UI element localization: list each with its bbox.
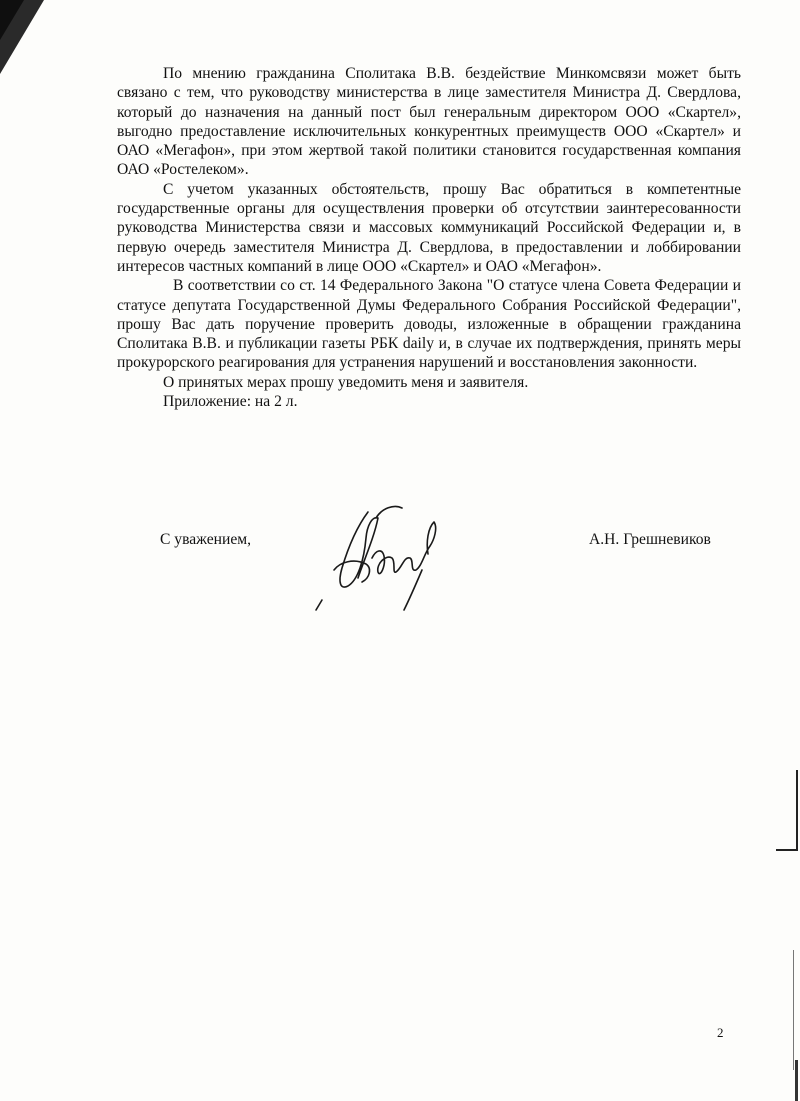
- page-number: 2: [717, 1025, 724, 1040]
- closing-salutation: С уважением,: [160, 531, 252, 548]
- scan-corner-shadow: [0, 0, 24, 40]
- paragraph-ministry-inaction: По мнению гражданина Сполитака В.В. бездействие Минкомсвязи может быть связано с тем, что руководству министерства в лице заместителя Министра Д. Свердлова, который до назначения на данный пост был генеральным директором ООО «Скартел», выгодно предоставление исключительных конкурентных преимуществ ООО «Скартел» и ОАО «Мегафон», при этом жертвой такой политики становится государственная компания ОАО «Ростелеком».: [117, 65, 741, 179]
- attachment-note: Приложение: на 2 л.: [163, 393, 298, 411]
- paragraph-request-inspection: С учетом указанных обстоятельств, прошу Вас обратиться в компетентные государственные органы для осуществления проверки об отсутствии заинтересованности руководства Министерства связи и массовых коммуникаций Российской Федерации и, в первую очередь заместителя Министра Д. Свердлова, в предоставлении и лоббировании интересов частных компаний в лице ООО «Скартел» и ОАО «Мегафон».: [117, 180, 741, 275]
- letter-body: [117, 64, 741, 411]
- scan-edge-mark: [796, 770, 798, 850]
- notification-request: О принятых мерах прошу уведомить меня и заявителя.: [163, 373, 529, 391]
- scan-edge-mark: [795, 1060, 798, 1101]
- scan-edge-mark: [793, 950, 794, 1070]
- scan-edge-mark: [776, 849, 798, 851]
- paragraph-legal-basis: В соответствии со ст. 14 Федерального Закона "О статусе члена Совета Федерации и статусе депутата Государственной Думы Федерального Собрания Российской Федерации", прошу Вас дать поручение проверить доводы, изложенные в обращении гражданина Сполитака В.В. и публикации газеты РБК daily и, в случае их подтверждения, принять меры прокурорского реагирования для устранения нарушений и восстановления законности.: [117, 277, 741, 372]
- author-name: А.Н. Грешневиков: [589, 531, 711, 548]
- handwritten-signature: [306, 498, 456, 628]
